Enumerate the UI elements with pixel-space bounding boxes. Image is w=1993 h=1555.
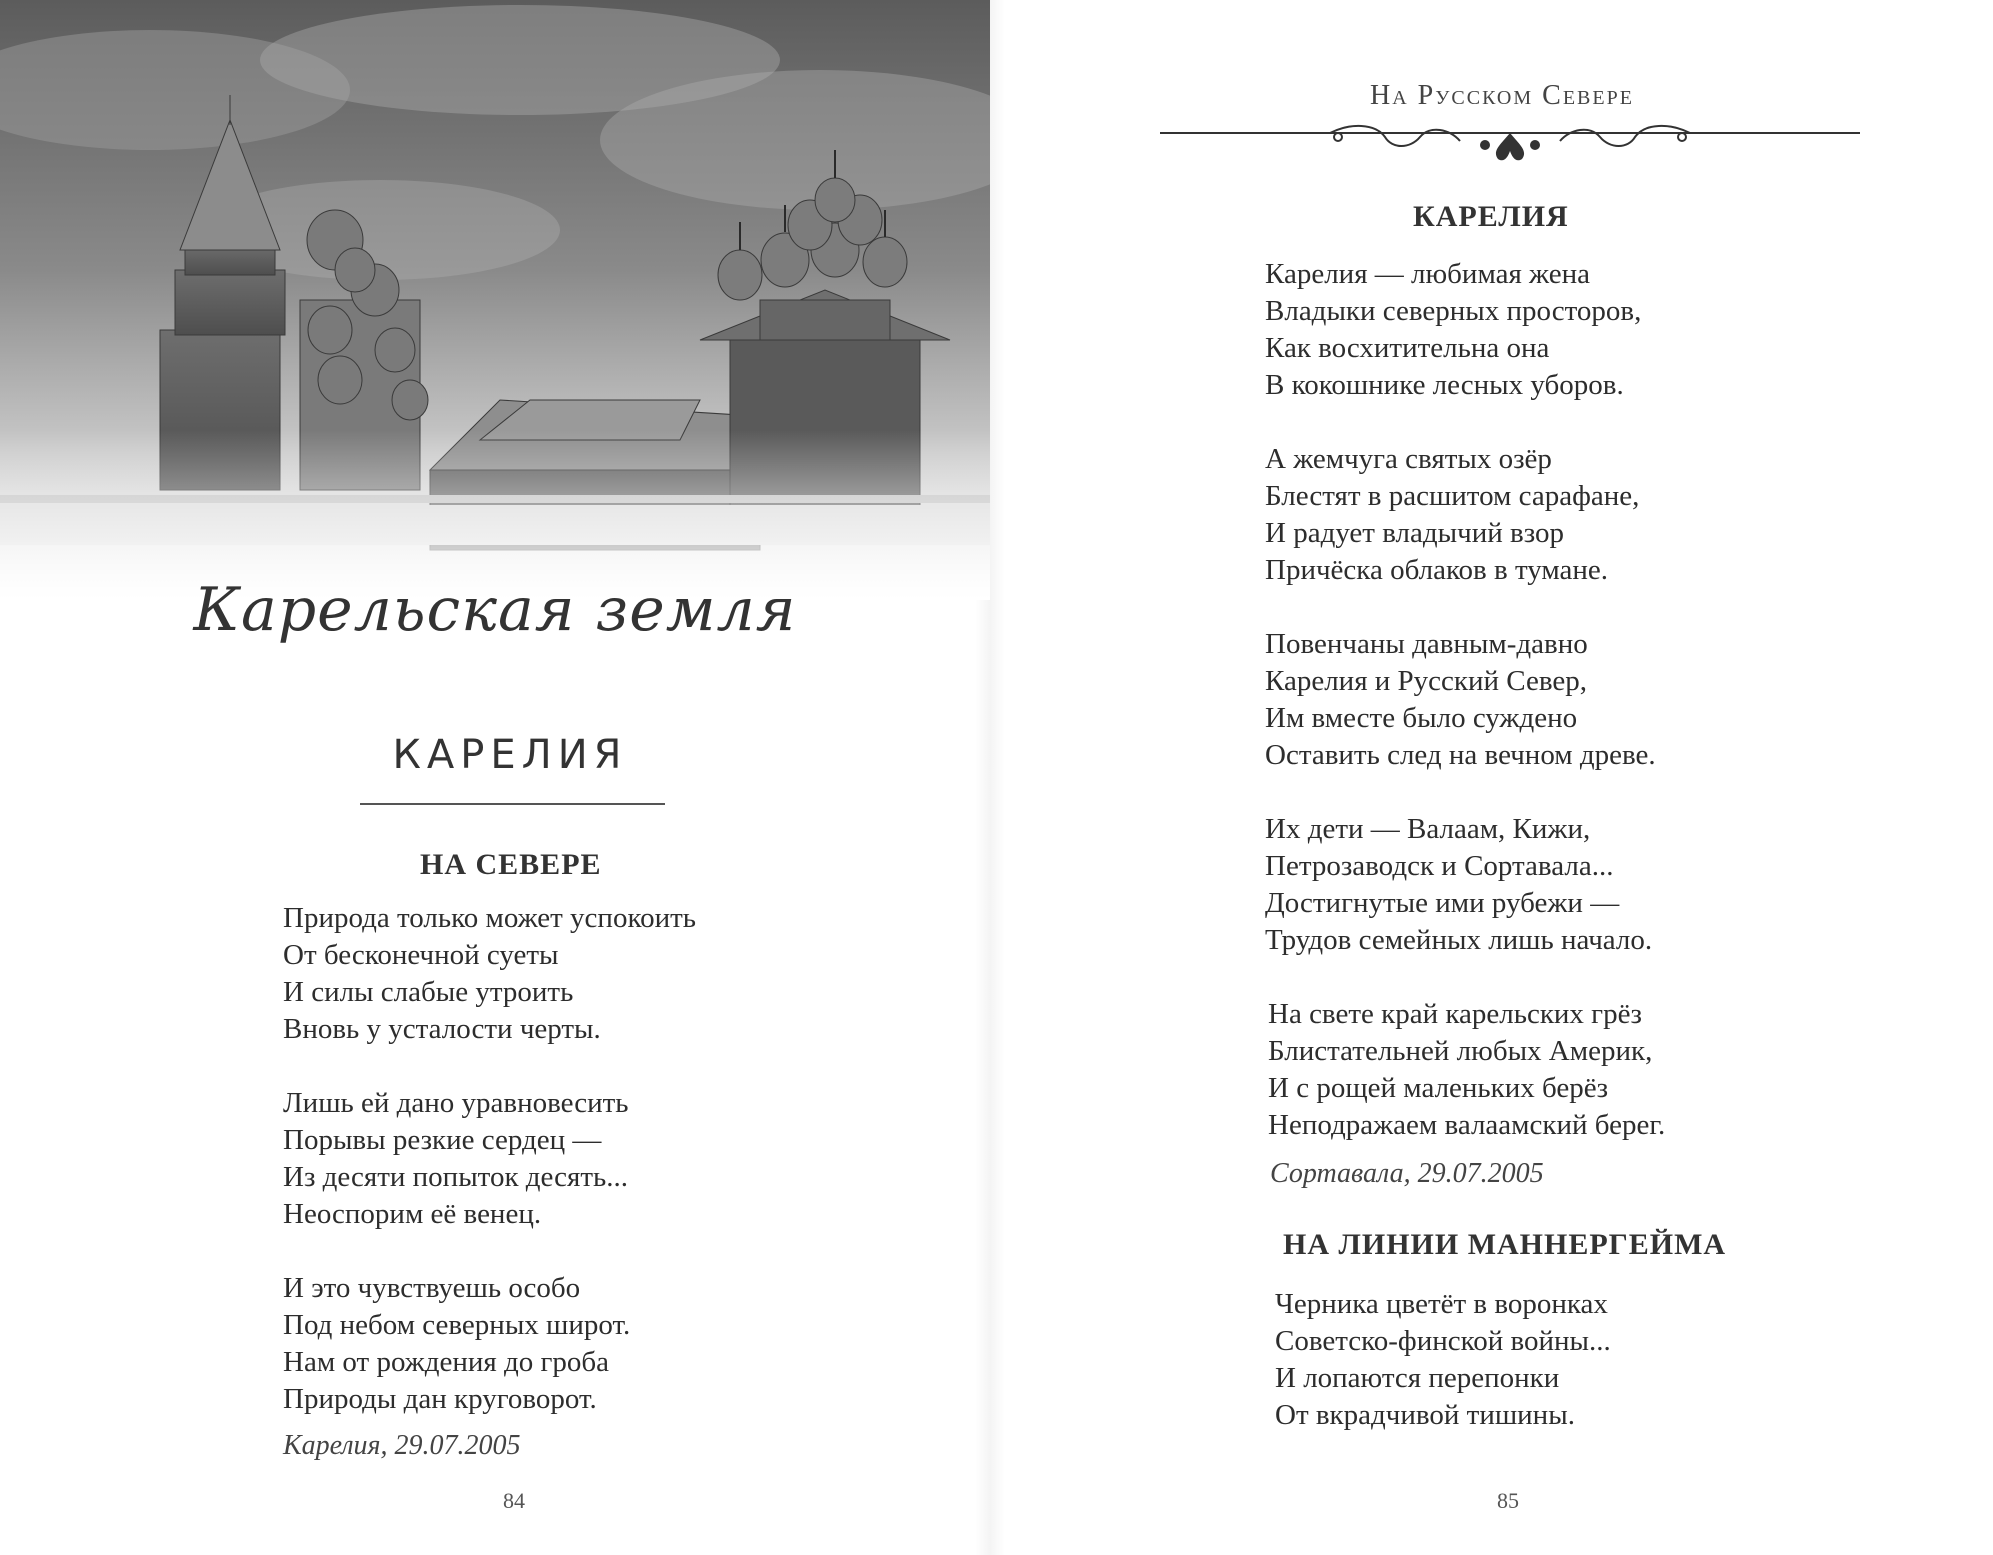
- verse-line: Карелия и Русский Север,: [1265, 665, 1588, 697]
- verse-line: Порывы резкие сердец —: [283, 1124, 602, 1156]
- header-ornament: [1160, 115, 1860, 170]
- page-number: 85: [1497, 1488, 1519, 1513]
- verse-line: Их дети — Валаам, Кижи,: [1265, 813, 1591, 845]
- verse-line: Советско-финской войны...: [1275, 1325, 1611, 1357]
- verse-line: На свете край карельских грёз: [1268, 998, 1642, 1030]
- verse-line: Неподражаем валаамский берег.: [1268, 1109, 1666, 1141]
- section-divider: [360, 803, 665, 805]
- section-heading: КАРЕЛИЯ: [392, 732, 628, 778]
- verse-line: И силы слабые утроить: [283, 976, 574, 1008]
- verse-line: Блистательней любых Америк,: [1268, 1035, 1653, 1067]
- stanza: [1265, 626, 1656, 774]
- stanza: [1268, 996, 1665, 1144]
- poem-title: НА СЕВЕРЕ: [420, 848, 602, 881]
- poem-title: КАРЕЛИЯ: [1413, 200, 1569, 233]
- stanza: [1265, 811, 1652, 959]
- verse-line: Под небом северных широт.: [283, 1309, 631, 1341]
- verse-line: Природы дан круговорот.: [283, 1383, 597, 1415]
- section-script-title: Карельская земля: [193, 575, 797, 645]
- verse-line: Лишь ей дано уравновесить: [283, 1087, 629, 1119]
- verse-line: Из десяти попыток десять...: [283, 1161, 629, 1193]
- stanza: [283, 1270, 630, 1418]
- verse-line: Причёска облаков в тумане.: [1265, 554, 1609, 586]
- verse-line: Нам от рождения до гроба: [283, 1346, 610, 1378]
- verse-line: Черника цветёт в воронках: [1275, 1288, 1608, 1320]
- verse-line: Трудов семейных лишь начало.: [1265, 924, 1653, 956]
- verse-line: Блестят в расшитом сарафане,: [1265, 480, 1640, 512]
- stanza: [1265, 441, 1639, 589]
- verse-line: Оставить след на вечном древе.: [1265, 739, 1656, 771]
- left-page: [0, 0, 990, 1555]
- page-number: 84: [503, 1488, 525, 1513]
- poem-signature: Сортавала, 29.07.2005: [1270, 1158, 1544, 1189]
- stanza: [1275, 1286, 1611, 1434]
- verse-line: Вновь у усталости черты.: [283, 1013, 601, 1045]
- verse-line: Владыки северных просторов,: [1265, 295, 1642, 327]
- verse-line: Как восхитительна она: [1265, 332, 1550, 364]
- verse-line: Неоспорим её венец.: [283, 1198, 542, 1230]
- poem-title: НА ЛИНИИ МАННЕРГЕЙМА: [1283, 1228, 1727, 1261]
- verse-line: И радует владычий взор: [1265, 517, 1564, 549]
- verse-line: Петрозаводск и Сортавала...: [1265, 850, 1614, 882]
- verse-line: Карелия — любимая жена: [1265, 258, 1590, 290]
- verse-line: Повенчаны давным-давно: [1265, 628, 1588, 660]
- verse-line: И это чувствуешь особо: [283, 1272, 581, 1304]
- verse-line: В кокошнике лесных уборов.: [1265, 369, 1624, 401]
- stanza: [283, 1085, 629, 1233]
- verse-line: Природа только может успокоить: [283, 902, 696, 934]
- verse-line: От бесконечной суеты: [283, 939, 559, 971]
- poem-signature: Карелия, 29.07.2005: [283, 1430, 521, 1461]
- verse-line: И с рощей маленьких берёз: [1268, 1072, 1609, 1104]
- running-header: На Русском Севере: [1370, 80, 1634, 111]
- kizhi-churches-photo: [0, 0, 990, 600]
- verse-line: От вкрадчивой тишины.: [1275, 1399, 1575, 1431]
- verse-line: А жемчуга святых озёр: [1265, 443, 1552, 475]
- stanza: [283, 900, 696, 1048]
- verse-line: Достигнутые ими рубежи —: [1265, 887, 1620, 919]
- stanza: [1265, 256, 1641, 404]
- verse-line: И лопаются перепонки: [1275, 1362, 1560, 1394]
- verse-line: Им вместе было суждено: [1265, 702, 1578, 734]
